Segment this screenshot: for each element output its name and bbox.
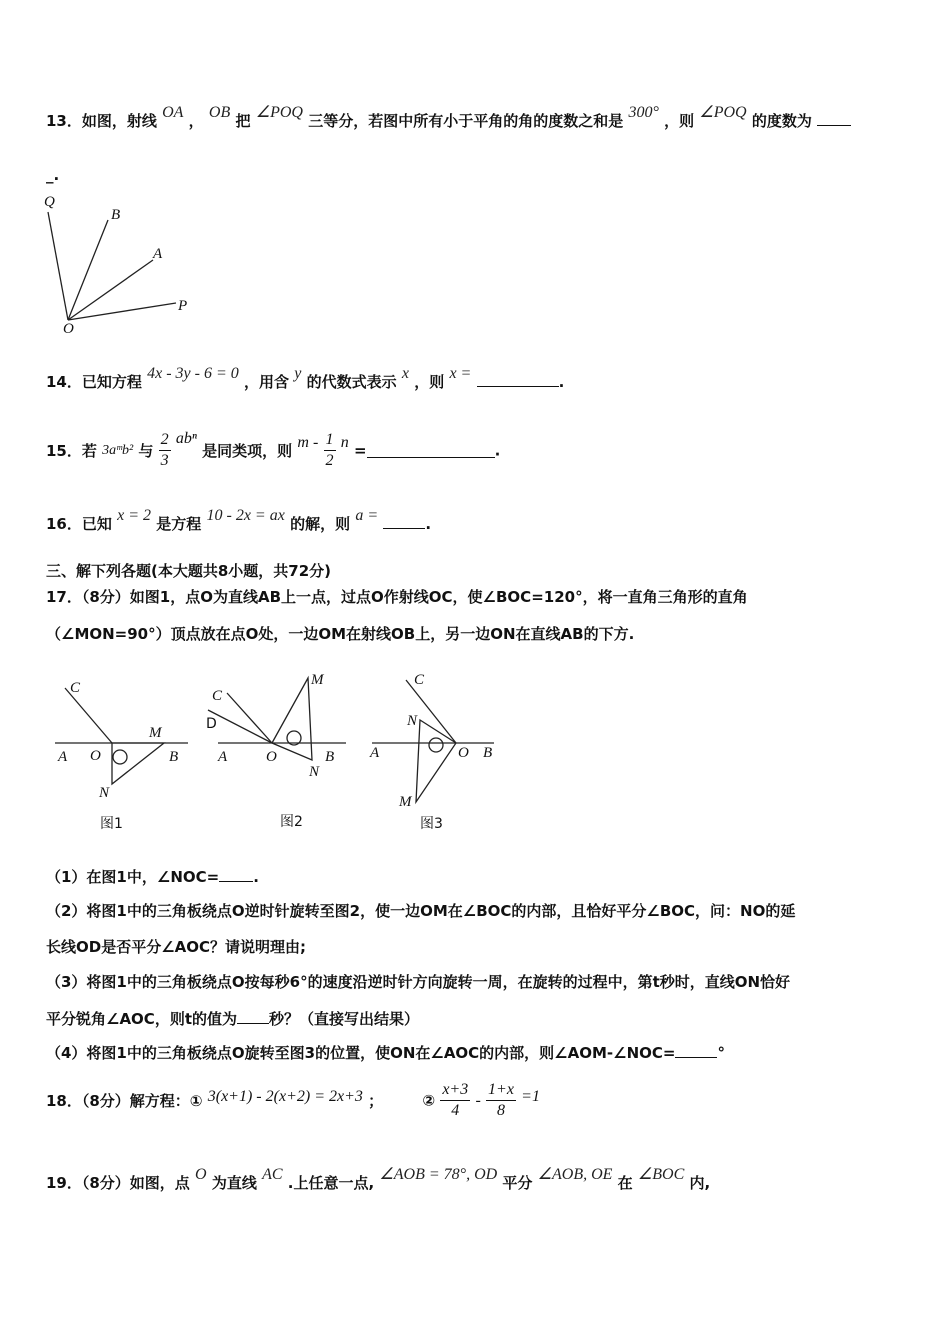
f3-caption: 图3 xyxy=(420,816,443,832)
f3-label-n: N xyxy=(407,713,418,729)
minus: - xyxy=(475,1091,481,1109)
ray-od xyxy=(208,710,272,743)
text: （4）将图1中的三角板绕点O旋转至图3的位置，使ON在∠AOC的内部，则∠AOM-∠NOC= xyxy=(46,1044,676,1062)
equation: 4x - 3y - 6 = 0 xyxy=(147,365,239,382)
text: 平分 xyxy=(502,1174,533,1192)
angle-poq-2: ∠POQ xyxy=(699,104,747,121)
circle-number-2: ② xyxy=(422,1091,436,1110)
angle-aob: ∠AOB = 78°, OD xyxy=(379,1166,498,1183)
q19-number: 19．（8分）如图，点 xyxy=(46,1174,190,1192)
answer-blank[interactable] xyxy=(237,1009,269,1024)
denominator: 8 xyxy=(496,1102,505,1119)
ray-oq xyxy=(48,212,68,320)
text: 的解，则 xyxy=(290,515,351,533)
denominator: 4 xyxy=(451,1102,460,1119)
equation-1: 3(x+1) - 2(x+2) = 2x+3 xyxy=(207,1087,363,1105)
label-p: P xyxy=(178,298,188,314)
figure-3 xyxy=(372,680,494,802)
text: = xyxy=(354,441,367,460)
section-heading: 三、解下列各题(本大题共8小题，共72分) xyxy=(46,562,332,580)
point-o: O xyxy=(195,1166,207,1183)
var-y: y xyxy=(294,365,302,382)
var-x: x xyxy=(401,365,409,382)
q17-sub1 xyxy=(46,866,259,887)
f3-label-b: B xyxy=(483,745,493,761)
circle xyxy=(113,750,127,764)
ray-oa: OA xyxy=(162,104,184,121)
label-b: B xyxy=(111,207,121,223)
q17-sub3-line-1: （3）将图1中的三角板绕点O按每秒6°的速度沿逆时针方向旋转一周，在旋转的过程中，第t秒时，直线ON恰好 xyxy=(46,973,791,991)
f1-label-o: O xyxy=(90,748,101,764)
triangle xyxy=(416,720,456,802)
triangle xyxy=(272,678,312,760)
answer-blank[interactable] xyxy=(367,443,495,458)
numerator: 2 xyxy=(159,430,171,451)
separator: ； xyxy=(368,1092,384,1110)
f3-label-o: O xyxy=(458,745,469,761)
q13-figure xyxy=(38,190,208,340)
f1-label-a: A xyxy=(58,749,68,765)
period: . xyxy=(253,868,259,886)
period: . xyxy=(558,373,565,391)
figure-2 xyxy=(208,678,346,760)
text: ，则 xyxy=(664,112,695,130)
f1-caption: 图1 xyxy=(100,816,123,832)
q14-line xyxy=(46,365,565,392)
q17-line-1: 17．（8分）如图1，点O为直线AB上一点，过点O作射线OC，使∠BOC=120°，将一直角三角形的直角 xyxy=(46,588,748,606)
text: .上任意一点, xyxy=(287,1174,375,1192)
numerator: x+3 xyxy=(440,1080,470,1101)
text: ，用含 xyxy=(244,373,290,391)
expr-n: n xyxy=(340,433,349,451)
a-equals: a = xyxy=(355,507,379,524)
text: 平分锐角∠AOC，则t的值为 xyxy=(46,1010,237,1028)
q17-line-2: （∠MON=90°）顶点放在点O处，一边OM在射线OB上，另一边ON在直线AB的下方. xyxy=(46,625,635,643)
rhs: =1 xyxy=(521,1087,540,1105)
text: 三等分，若图中所有小于平角的角的度数之和是 xyxy=(308,112,624,130)
text: 把 xyxy=(235,112,251,130)
q17-sub2-line-1: （2）将图1中的三角板绕点O逆时针旋转至图2，使一边OM在∠BOC的内部，且恰好平分∠BOC，问：NO的延 xyxy=(46,902,796,920)
answer-blank[interactable] xyxy=(477,372,559,387)
ray-oc xyxy=(227,693,272,743)
ray-op xyxy=(68,303,176,320)
f2-label-c: C xyxy=(212,688,223,704)
text: 是同类项，则 xyxy=(202,442,293,460)
f2-label-n: N xyxy=(309,764,320,780)
answer-blank[interactable] xyxy=(219,867,253,882)
ray-oc xyxy=(65,688,112,743)
comma: ， xyxy=(188,112,204,130)
condition: x = 2 xyxy=(117,507,152,524)
q13-line xyxy=(46,104,851,131)
figure-1 xyxy=(55,688,188,784)
label-a: A xyxy=(153,246,163,262)
q13-tail: _. xyxy=(46,166,60,184)
f3-label-c: C xyxy=(414,672,425,688)
q17-sub4 xyxy=(46,1042,725,1063)
fraction-one-half xyxy=(324,430,336,471)
text: ° xyxy=(717,1044,725,1062)
f2-label-d: D xyxy=(206,716,217,732)
text: 内, xyxy=(689,1174,711,1192)
denominator: 3 xyxy=(160,452,169,469)
f2-label-m: M xyxy=(311,672,324,688)
answer-blank[interactable] xyxy=(383,514,425,529)
angle-boc: ∠BOC xyxy=(637,1166,685,1183)
q16-number: 16．已知 xyxy=(46,515,112,533)
text: 秒？（直接写出结果） xyxy=(269,1010,420,1028)
ray-oc xyxy=(406,680,456,743)
q16-line xyxy=(46,507,432,534)
angle-poq: ∠POQ xyxy=(255,104,303,121)
f3-label-m: M xyxy=(399,794,412,810)
circle xyxy=(429,738,443,752)
f3-label-a: A xyxy=(370,745,380,761)
term-1: 3aᵐb² xyxy=(102,442,134,458)
q17-sub2-line-2: 长线OD是否平分∠AOC？请说明理由; xyxy=(46,938,307,956)
f1-label-n: N xyxy=(99,785,110,801)
expr-m: m - xyxy=(297,433,319,451)
equation: 10 - 2x = ax xyxy=(206,507,285,524)
q14-number: 14．已知方程 xyxy=(46,373,142,391)
text: 在 xyxy=(617,1174,633,1192)
ray-ob-line xyxy=(68,220,108,320)
fraction-2 xyxy=(486,1080,516,1121)
q18-line xyxy=(46,1080,540,1121)
q17-sub3-line-2 xyxy=(46,1008,419,1029)
text: 与 xyxy=(138,442,154,460)
period: . xyxy=(425,515,432,533)
denominator: 2 xyxy=(325,452,334,469)
f2-label-b: B xyxy=(325,749,335,765)
angle-aob-2: ∠AOB, OE xyxy=(537,1166,613,1183)
f1-label-b: B xyxy=(169,749,179,765)
numerator: 1 xyxy=(324,430,336,451)
answer-blank[interactable] xyxy=(817,111,851,126)
f1-label-m: M xyxy=(149,725,162,741)
text: 是方程 xyxy=(156,515,202,533)
ray-oa-line xyxy=(68,260,153,320)
q17-figures xyxy=(50,660,510,840)
text: ，则 xyxy=(414,373,445,391)
text: 的度数为 xyxy=(751,112,812,130)
q13-number: 13．如图，射线 xyxy=(46,112,157,130)
text: 为直线 xyxy=(211,1174,257,1192)
q15-number: 15．若 xyxy=(46,442,97,460)
fraction-two-thirds xyxy=(159,430,171,471)
q15-line xyxy=(46,430,500,471)
ray-ob: OB xyxy=(208,104,231,121)
term-2: abⁿ xyxy=(175,429,197,447)
line-ac: AC xyxy=(262,1166,283,1183)
f2-caption: 图2 xyxy=(280,814,303,830)
fraction-1 xyxy=(440,1080,470,1121)
label-o: O xyxy=(63,321,74,337)
f2-label-a: A xyxy=(218,749,228,765)
angle-sum: 300° xyxy=(628,104,659,121)
period: . xyxy=(494,441,501,460)
f1-label-c: C xyxy=(70,680,81,696)
answer-blank[interactable] xyxy=(675,1043,717,1058)
numerator: 1+x xyxy=(486,1080,516,1101)
f2-label-o: O xyxy=(266,749,277,765)
text: 的代数式表示 xyxy=(306,373,397,391)
q19-line xyxy=(46,1166,711,1193)
label-q: Q xyxy=(44,194,55,210)
text: （1）在图1中，∠NOC= xyxy=(46,868,220,886)
q18-number: 18．（8分）解方程：① xyxy=(46,1092,203,1110)
x-equals: x = xyxy=(449,365,472,382)
